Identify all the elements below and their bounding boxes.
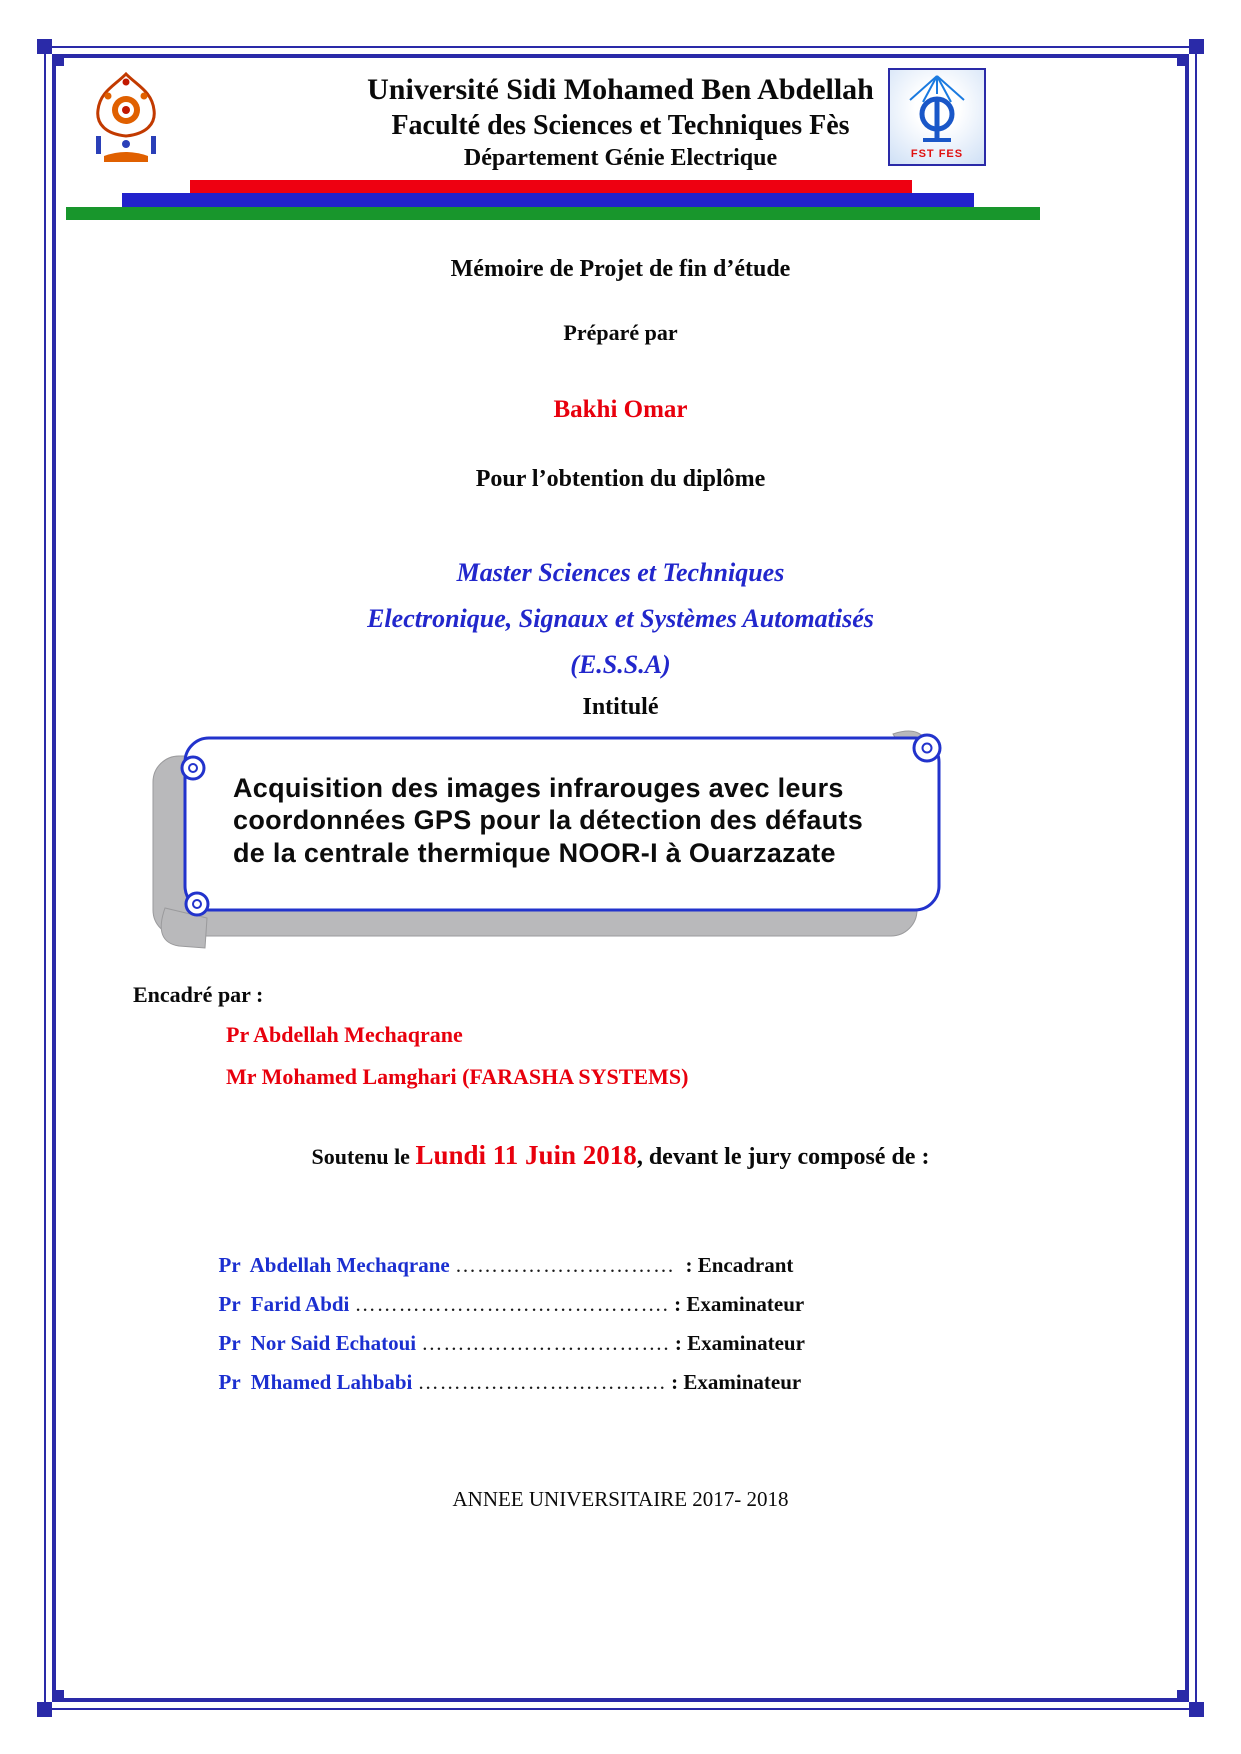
border-corner-ornament	[55, 57, 64, 66]
border-corner-ornament	[1189, 39, 1204, 54]
jury-name: Pr Mhamed Lahbabi	[218, 1370, 418, 1394]
border-corner-ornament	[1189, 1702, 1204, 1717]
fst-logo-icon	[890, 70, 984, 148]
jury-dots: …………………………………….	[354, 1292, 669, 1316]
separator-bar-red	[190, 180, 912, 193]
department-name: Département Génie Electrique	[463, 145, 778, 171]
defense-prefix: Soutenu le	[311, 1144, 416, 1169]
jury-list	[187, 1228, 805, 1394]
intitule-label: Intitulé	[582, 694, 659, 720]
thesis-title: Acquisition des images infrarouges avec leurs coordonnées GPS pour la détection des défauts de la centrale thermique NOOR-I à Ouarzazate	[233, 773, 864, 868]
supervisor-2: Mr Mohamed Lamghari (FARASHA SYSTEMS)	[226, 1064, 689, 1089]
border-corner-ornament	[55, 1690, 64, 1699]
supervised-by-label: Encadré par :	[133, 982, 264, 1007]
jury-name: Pr Abdellah Mechaqrane	[218, 1253, 455, 1277]
jury-dots: …………………………….	[421, 1331, 670, 1355]
separator-bar-green	[66, 207, 1040, 220]
supervisor-1: Pr Abdellah Mechaqrane	[226, 1022, 463, 1047]
fst-logo	[888, 68, 986, 166]
jury-row	[187, 1228, 805, 1277]
defense-line	[0, 1140, 1241, 1171]
border-corner-ornament	[37, 39, 52, 54]
jury-role: : Examinateur	[668, 1292, 805, 1316]
jury-role: : Examinateur	[665, 1370, 802, 1394]
defense-date: Lundi 11 Juin 2018	[415, 1140, 637, 1170]
master-line-2: Electronique, Signaux et Systèmes Automatisés	[367, 604, 874, 633]
header-text-block	[0, 72, 1241, 174]
border-corner-ornament	[37, 1702, 52, 1717]
separator-bar-blue	[122, 193, 974, 208]
jury-dots: …………………………….	[417, 1370, 666, 1394]
author-name: Bakhi Omar	[553, 396, 688, 423]
master-line-1: Master Sciences et Techniques	[456, 558, 785, 587]
academic-year-footer: ANNEE UNIVERSITAIRE 2017- 2018	[452, 1487, 789, 1511]
memoire-line: Mémoire de Projet de fin d’étude	[450, 256, 791, 282]
jury-role: : Encadrant	[674, 1253, 794, 1277]
jury-dots: …………………………	[454, 1253, 675, 1277]
university-name: Université Sidi Mohamed Ben Abdellah	[367, 73, 874, 106]
defense-suffix: , devant le jury composé de :	[636, 1144, 930, 1170]
master-line-3: (E.S.S.A)	[570, 650, 671, 679]
title-scroll-banner	[151, 726, 961, 954]
jury-name: Pr Nor Said Echatoui	[218, 1331, 422, 1355]
jury-role: : Examinateur	[669, 1331, 805, 1355]
border-corner-ornament	[1177, 57, 1186, 66]
diploma-line: Pour l’obtention du diplôme	[475, 466, 766, 492]
faculty-name: Faculté des Sciences et Techniques Fès	[391, 110, 850, 141]
jury-name: Pr Farid Abdi	[218, 1292, 355, 1316]
prepared-by-line: Préparé par	[563, 320, 678, 345]
fst-logo-caption: FST FES	[910, 148, 964, 160]
border-corner-ornament	[1177, 1690, 1186, 1699]
